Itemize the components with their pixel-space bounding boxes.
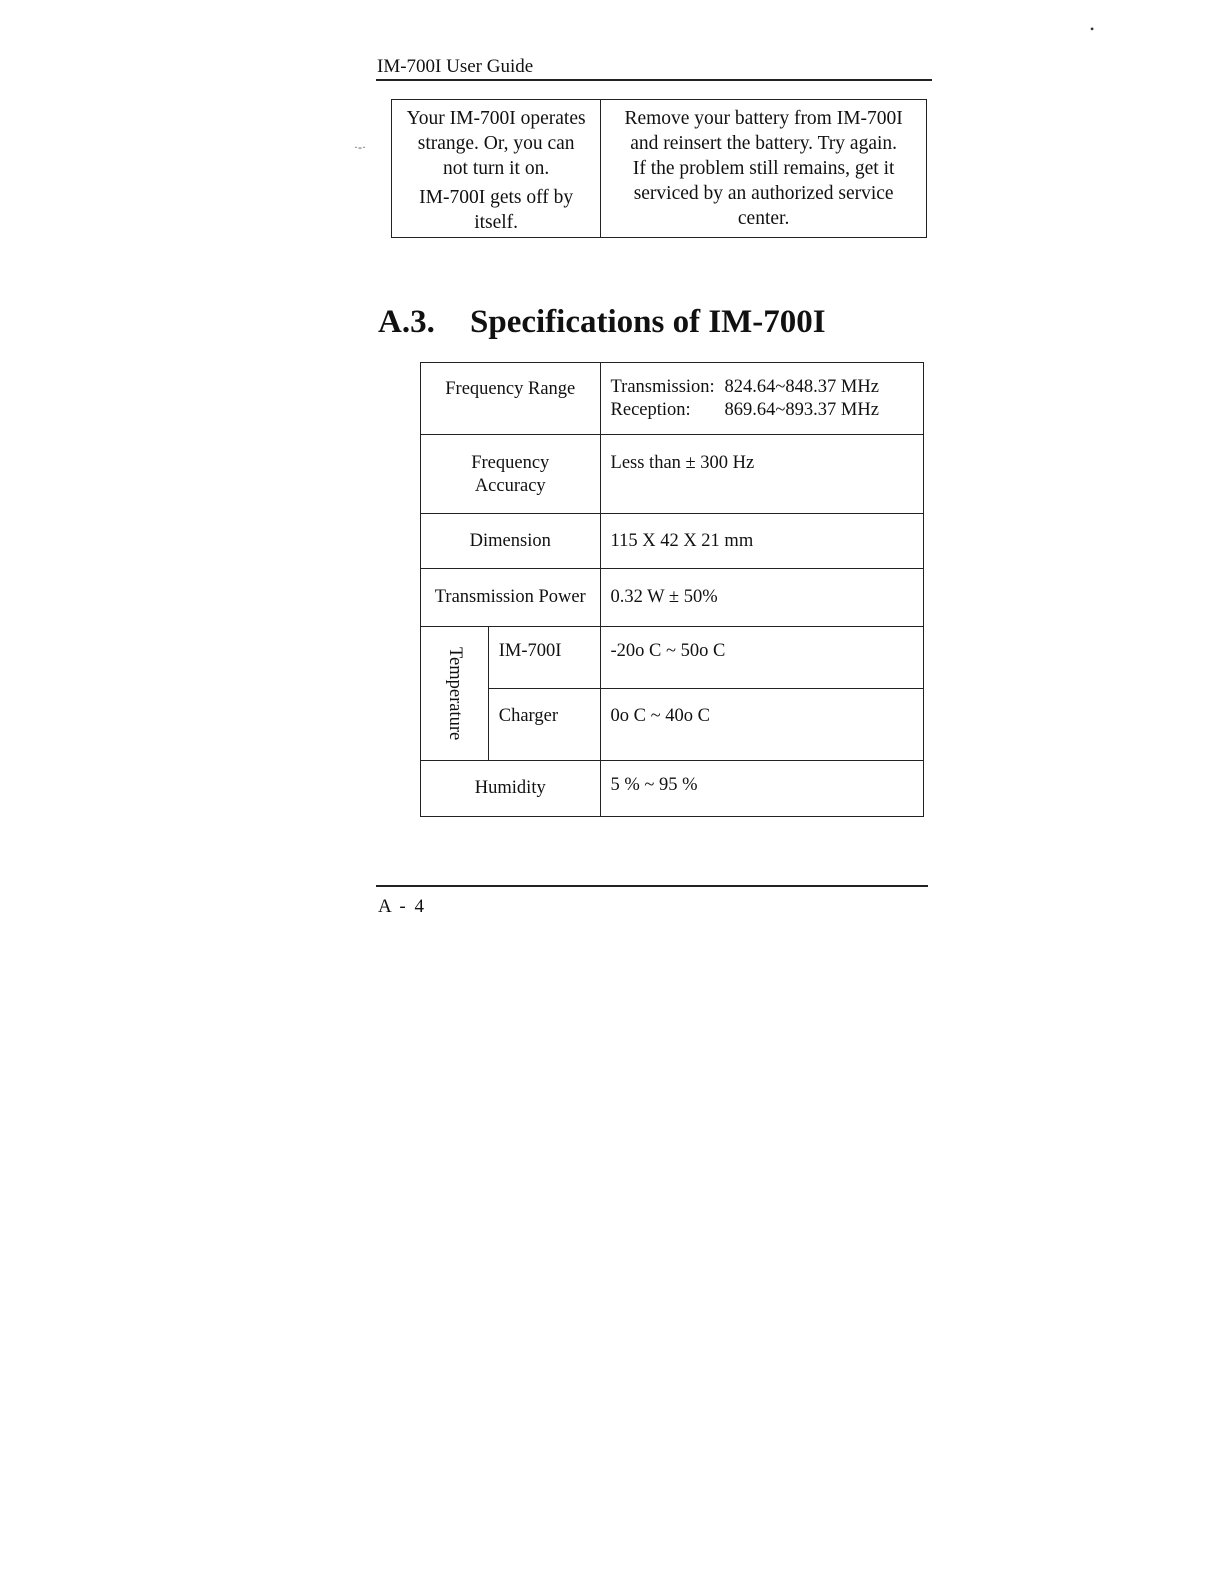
footer-rule <box>376 885 928 887</box>
spec-label-transmission-power: Transmission Power <box>421 569 601 627</box>
table-row <box>421 435 924 514</box>
spec-label-dimension: Dimension <box>421 514 601 569</box>
spec-value-frequency-range: Transmission: 824.64~848.37 MHz Reception: 869.64~893.37 MHz <box>600 363 923 435</box>
spec-value-transmission-power: 0.32 W ± 50% <box>600 569 923 627</box>
header-rule <box>376 79 932 81</box>
spec-value-temperature-device: -20o C ~ 50o C <box>600 627 923 689</box>
spec-label-temperature-charger: Charger <box>488 689 600 761</box>
spec-label-temperature-device: IM-700I <box>488 627 600 689</box>
spec-value-humidity: 5 % ~ 95 % <box>600 761 923 817</box>
table-row <box>421 569 924 627</box>
table-row <box>421 761 924 817</box>
spec-label-temperature: Temperature <box>421 627 489 761</box>
table-row <box>421 627 924 689</box>
running-header: IM-700I User Guide <box>377 56 534 77</box>
spec-label-humidity: Humidity <box>421 761 601 817</box>
table-row <box>421 689 924 761</box>
spec-label-frequency-range: Frequency Range <box>421 363 601 435</box>
spec-value-frequency-accuracy: Less than ± 300 Hz <box>600 435 923 514</box>
specifications-table <box>420 362 924 817</box>
solution-cell: Remove your battery from IM-700I and reinsert the battery. Try again. If the problem still remains, get it serviced by an authorized service center. <box>601 100 927 238</box>
spec-value-temperature-charger: 0o C ~ 40o C <box>600 689 923 761</box>
troubleshooting-table <box>391 99 927 238</box>
table-row <box>392 100 927 238</box>
section-title: Specifications of IM-700I <box>470 304 826 340</box>
scan-speck: ·-· <box>354 140 366 154</box>
symptom-cell: Your IM-700I operates strange. Or, you can not turn it on. IM-700I gets off by itself. <box>392 100 601 238</box>
spec-label-frequency-accuracy: Frequency Accuracy <box>421 435 601 514</box>
spec-value-dimension: 115 X 42 X 21 mm <box>600 514 923 569</box>
section-heading <box>378 304 826 341</box>
page-number: A - 4 <box>378 896 426 917</box>
section-number: A.3. <box>378 304 435 340</box>
table-row <box>421 514 924 569</box>
table-row <box>421 363 924 435</box>
scan-speck: • <box>1090 22 1095 36</box>
